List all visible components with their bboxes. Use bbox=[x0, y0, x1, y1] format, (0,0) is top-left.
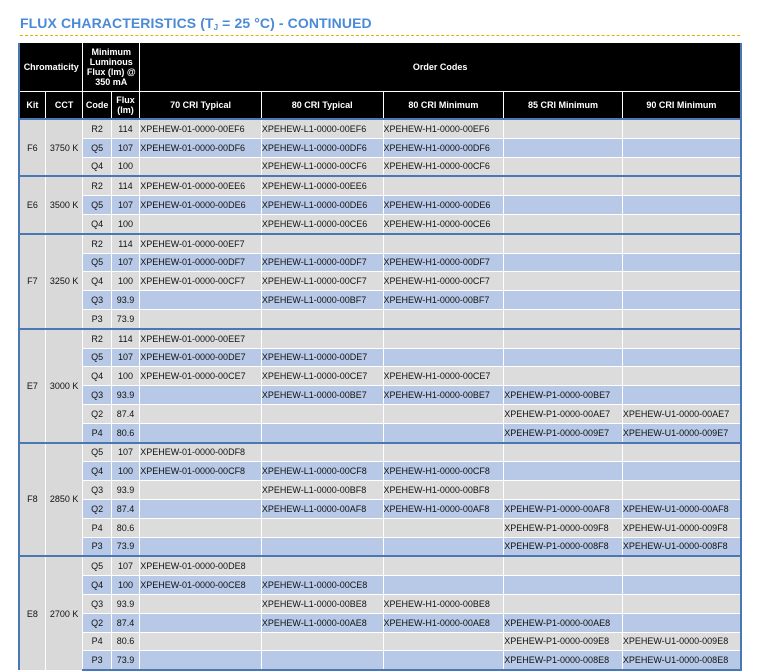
flux-cell: 114 bbox=[111, 329, 139, 348]
code-cell: Q4 bbox=[83, 462, 111, 481]
flux-cell: 107 bbox=[111, 138, 139, 157]
flux-header: Flux (lm) bbox=[111, 92, 139, 120]
code-cell: Q4 bbox=[83, 157, 111, 176]
flux-cell: 73.9 bbox=[111, 537, 139, 556]
flux-cell: 107 bbox=[111, 556, 139, 575]
order-code-cell bbox=[504, 367, 623, 386]
code-cell: Q5 bbox=[83, 443, 111, 462]
order-code-cell bbox=[140, 481, 262, 500]
order-code-cell bbox=[383, 632, 504, 651]
code-cell: Q5 bbox=[83, 196, 111, 215]
flux-cell: 107 bbox=[111, 348, 139, 367]
order-code-cell bbox=[140, 214, 262, 233]
order-codes-header: Order Codes bbox=[140, 43, 741, 92]
order-code-cell bbox=[622, 253, 741, 272]
order-code-cell: XPEHEW-U1-0000-008E8 bbox=[622, 651, 741, 670]
order-code-cell bbox=[622, 196, 741, 215]
order-code-cell: XPEHEW-P1-0000-00AE7 bbox=[504, 404, 623, 423]
order-code-cell bbox=[504, 594, 623, 613]
order-code-cell: XPEHEW-H1-0000-00CE7 bbox=[383, 367, 504, 386]
flux-cell: 93.9 bbox=[111, 386, 139, 405]
table-row bbox=[19, 309, 741, 328]
order-code-cell: XPEHEW-L1-0000-00BE8 bbox=[261, 594, 383, 613]
order-code-cell: XPEHEW-01-0000-00CF8 bbox=[140, 462, 262, 481]
order-code-cell bbox=[140, 423, 262, 442]
order-code-cell bbox=[504, 157, 623, 176]
flux-cell: 107 bbox=[111, 196, 139, 215]
order-code-cell: XPEHEW-01-0000-00DE7 bbox=[140, 348, 262, 367]
code-cell: Q5 bbox=[83, 138, 111, 157]
order-code-cell: XPEHEW-L1-0000-00CE8 bbox=[261, 576, 383, 595]
order-code-cell bbox=[504, 348, 623, 367]
min-flux-header: Minimum Luminous Flux (lm) @ 350 mA bbox=[83, 43, 140, 92]
flux-cell: 93.9 bbox=[111, 481, 139, 500]
order-code-cell: XPEHEW-H1-0000-00BF8 bbox=[383, 481, 504, 500]
code-cell: Q2 bbox=[83, 404, 111, 423]
table-row bbox=[19, 613, 741, 632]
order-code-cell bbox=[504, 272, 623, 291]
table-row bbox=[19, 632, 741, 651]
table-row bbox=[19, 499, 741, 518]
col-header-70-cri-typical: 70 CRI Typical bbox=[140, 92, 262, 120]
flux-cell: 100 bbox=[111, 576, 139, 595]
table-row bbox=[19, 348, 741, 367]
order-code-cell bbox=[140, 518, 262, 537]
order-code-cell: XPEHEW-L1-0000-00BF7 bbox=[261, 291, 383, 310]
kit-cell: F7 bbox=[19, 234, 45, 329]
order-code-cell bbox=[622, 138, 741, 157]
order-code-cell bbox=[383, 176, 504, 195]
flux-cell: 73.9 bbox=[111, 309, 139, 328]
order-code-cell: XPEHEW-L1-0000-00CF6 bbox=[261, 157, 383, 176]
order-code-cell bbox=[261, 234, 383, 253]
order-code-cell: XPEHEW-H1-0000-00DF7 bbox=[383, 253, 504, 272]
table-row bbox=[19, 291, 741, 310]
code-cell: R2 bbox=[83, 234, 111, 253]
order-code-cell bbox=[140, 386, 262, 405]
cct-cell: 3750 K bbox=[45, 119, 83, 176]
order-code-cell bbox=[622, 443, 741, 462]
order-code-cell: XPEHEW-H1-0000-00BE8 bbox=[383, 594, 504, 613]
cct-cell: 3000 K bbox=[45, 329, 83, 443]
order-code-cell bbox=[622, 309, 741, 328]
table-row bbox=[19, 119, 741, 138]
kit-cell: F6 bbox=[19, 119, 45, 176]
code-cell: Q5 bbox=[83, 253, 111, 272]
flux-table-body bbox=[19, 119, 741, 670]
title-subscript: J bbox=[213, 23, 219, 32]
code-cell: P3 bbox=[83, 309, 111, 328]
flux-cell: 107 bbox=[111, 253, 139, 272]
col-header-85-cri-minimum: 85 CRI Minimum bbox=[504, 92, 623, 120]
flux-cell: 100 bbox=[111, 367, 139, 386]
order-code-cell bbox=[140, 613, 262, 632]
table-row bbox=[19, 253, 741, 272]
order-code-cell bbox=[383, 443, 504, 462]
code-cell: P3 bbox=[83, 537, 111, 556]
order-code-cell: XPEHEW-01-0000-00EE7 bbox=[140, 329, 262, 348]
order-code-cell: XPEHEW-P1-0000-008E8 bbox=[504, 651, 623, 670]
code-cell: Q4 bbox=[83, 576, 111, 595]
table-row bbox=[19, 367, 741, 386]
table-row bbox=[19, 594, 741, 613]
order-code-cell: XPEHEW-U1-0000-00AE7 bbox=[622, 404, 741, 423]
order-code-cell bbox=[140, 651, 262, 670]
order-code-cell bbox=[383, 576, 504, 595]
order-code-cell bbox=[261, 404, 383, 423]
table-row bbox=[19, 481, 741, 500]
flux-cell: 73.9 bbox=[111, 651, 139, 670]
order-code-cell: XPEHEW-L1-0000-00DE6 bbox=[261, 196, 383, 215]
order-code-cell bbox=[504, 291, 623, 310]
order-code-cell bbox=[622, 386, 741, 405]
flux-cell: 87.4 bbox=[111, 499, 139, 518]
order-code-cell: XPEHEW-U1-0000-009E7 bbox=[622, 423, 741, 442]
order-code-cell bbox=[622, 462, 741, 481]
order-code-cell bbox=[140, 594, 262, 613]
table-row bbox=[19, 214, 741, 233]
title-main: FLUX CHARACTERISTICS (T bbox=[20, 15, 214, 31]
order-code-cell bbox=[504, 119, 623, 138]
flux-cell: 87.4 bbox=[111, 613, 139, 632]
order-code-cell bbox=[504, 196, 623, 215]
kit-header: Kit bbox=[19, 92, 45, 120]
order-code-cell: XPEHEW-P1-0000-00BE7 bbox=[504, 386, 623, 405]
order-code-cell bbox=[504, 234, 623, 253]
title-divider bbox=[20, 35, 740, 36]
table-row bbox=[19, 576, 741, 595]
col-header-90-cri-minimum: 90 CRI Minimum bbox=[622, 92, 741, 120]
order-code-cell: XPEHEW-H1-0000-00CF6 bbox=[383, 157, 504, 176]
order-code-cell bbox=[261, 537, 383, 556]
order-code-cell: XPEHEW-L1-0000-00BF8 bbox=[261, 481, 383, 500]
order-code-cell: XPEHEW-L1-0000-00EF6 bbox=[261, 119, 383, 138]
order-code-cell bbox=[622, 291, 741, 310]
order-code-cell: XPEHEW-L1-0000-00DE7 bbox=[261, 348, 383, 367]
code-cell: Q5 bbox=[83, 556, 111, 575]
order-code-cell bbox=[383, 423, 504, 442]
order-code-cell bbox=[140, 499, 262, 518]
cct-cell: 2700 K bbox=[45, 556, 83, 670]
order-code-cell: XPEHEW-H1-0000-00AF8 bbox=[383, 499, 504, 518]
order-code-cell bbox=[383, 556, 504, 575]
table-row bbox=[19, 651, 741, 670]
order-code-cell bbox=[261, 556, 383, 575]
flux-table bbox=[18, 43, 742, 671]
order-code-cell: XPEHEW-01-0000-00CE8 bbox=[140, 576, 262, 595]
order-code-cell: XPEHEW-01-0000-00DF6 bbox=[140, 138, 262, 157]
order-code-cell bbox=[504, 556, 623, 575]
order-code-cell: XPEHEW-P1-0000-009E8 bbox=[504, 632, 623, 651]
table-row bbox=[19, 234, 741, 253]
order-code-cell: XPEHEW-01-0000-00DE8 bbox=[140, 556, 262, 575]
table-row bbox=[19, 157, 741, 176]
code-cell: Q3 bbox=[83, 594, 111, 613]
order-code-cell bbox=[622, 157, 741, 176]
order-code-cell bbox=[140, 537, 262, 556]
order-code-cell: XPEHEW-L1-0000-00AE8 bbox=[261, 613, 383, 632]
order-code-cell: XPEHEW-01-0000-00CE7 bbox=[140, 367, 262, 386]
flux-cell: 107 bbox=[111, 443, 139, 462]
cct-cell: 2850 K bbox=[45, 443, 83, 557]
order-code-cell bbox=[622, 214, 741, 233]
flux-cell: 80.6 bbox=[111, 423, 139, 442]
page-title bbox=[20, 15, 372, 32]
order-code-cell bbox=[261, 651, 383, 670]
order-code-cell bbox=[622, 176, 741, 195]
order-code-cell: XPEHEW-L1-0000-00DF6 bbox=[261, 138, 383, 157]
order-code-cell bbox=[140, 309, 262, 328]
flux-cell: 114 bbox=[111, 119, 139, 138]
kit-cell: E6 bbox=[19, 176, 45, 233]
code-cell: P4 bbox=[83, 423, 111, 442]
table-row bbox=[19, 556, 741, 575]
title-rest: = 25 °C) - CONTINUED bbox=[218, 15, 372, 31]
code-cell: Q2 bbox=[83, 499, 111, 518]
table-row bbox=[19, 138, 741, 157]
order-code-cell: XPEHEW-01-0000-00DF7 bbox=[140, 253, 262, 272]
order-code-cell bbox=[622, 576, 741, 595]
order-code-cell: XPEHEW-H1-0000-00DE6 bbox=[383, 196, 504, 215]
flux-cell: 100 bbox=[111, 157, 139, 176]
col-header-80-cri-typical: 80 CRI Typical bbox=[261, 92, 383, 120]
order-code-cell bbox=[504, 214, 623, 233]
order-code-cell bbox=[261, 443, 383, 462]
order-code-cell: XPEHEW-H1-0000-00CE6 bbox=[383, 214, 504, 233]
order-code-cell: XPEHEW-L1-0000-00EE6 bbox=[261, 176, 383, 195]
flux-cell: 80.6 bbox=[111, 632, 139, 651]
order-code-cell bbox=[504, 576, 623, 595]
code-cell: R2 bbox=[83, 119, 111, 138]
code-cell: Q2 bbox=[83, 613, 111, 632]
code-cell: Q5 bbox=[83, 348, 111, 367]
flux-cell: 100 bbox=[111, 272, 139, 291]
order-code-cell bbox=[504, 138, 623, 157]
code-cell: Q4 bbox=[83, 214, 111, 233]
order-code-cell bbox=[140, 291, 262, 310]
order-code-cell: XPEHEW-P1-0000-009E7 bbox=[504, 423, 623, 442]
order-code-cell: XPEHEW-P1-0000-009F8 bbox=[504, 518, 623, 537]
code-cell: R2 bbox=[83, 176, 111, 195]
table-row bbox=[19, 272, 741, 291]
order-code-cell bbox=[622, 481, 741, 500]
order-code-cell bbox=[383, 234, 504, 253]
order-code-cell bbox=[622, 329, 741, 348]
order-code-cell: XPEHEW-H1-0000-00DF6 bbox=[383, 138, 504, 157]
order-code-cell: XPEHEW-U1-0000-008F8 bbox=[622, 537, 741, 556]
order-code-cell: XPEHEW-01-0000-00EF7 bbox=[140, 234, 262, 253]
kit-cell: F8 bbox=[19, 443, 45, 557]
code-cell: Q3 bbox=[83, 291, 111, 310]
flux-cell: 80.6 bbox=[111, 518, 139, 537]
code-cell: Q4 bbox=[83, 367, 111, 386]
order-code-cell bbox=[383, 651, 504, 670]
chromaticity-header: Chromaticity bbox=[19, 43, 83, 92]
code-cell: P4 bbox=[83, 518, 111, 537]
flux-cell: 100 bbox=[111, 462, 139, 481]
order-code-cell bbox=[383, 404, 504, 423]
order-code-cell: XPEHEW-01-0000-00DF8 bbox=[140, 443, 262, 462]
order-code-cell bbox=[261, 518, 383, 537]
order-code-cell: XPEHEW-L1-0000-00CE7 bbox=[261, 367, 383, 386]
code-cell: Q4 bbox=[83, 272, 111, 291]
order-code-cell bbox=[504, 481, 623, 500]
order-code-cell bbox=[504, 309, 623, 328]
order-code-cell bbox=[504, 462, 623, 481]
table-row bbox=[19, 443, 741, 462]
table-row bbox=[19, 462, 741, 481]
order-code-cell bbox=[261, 423, 383, 442]
order-code-cell: XPEHEW-L1-0000-00BE7 bbox=[261, 386, 383, 405]
order-code-cell: XPEHEW-01-0000-00DE6 bbox=[140, 196, 262, 215]
order-code-cell bbox=[261, 309, 383, 328]
order-code-cell bbox=[261, 329, 383, 348]
code-cell: Q3 bbox=[83, 386, 111, 405]
order-code-cell: XPEHEW-L1-0000-00DF7 bbox=[261, 253, 383, 272]
order-code-cell: XPEHEW-H1-0000-00BF7 bbox=[383, 291, 504, 310]
flux-cell: 114 bbox=[111, 234, 139, 253]
order-code-cell: XPEHEW-P1-0000-00AE8 bbox=[504, 613, 623, 632]
order-code-cell bbox=[622, 119, 741, 138]
table-row bbox=[19, 196, 741, 215]
order-code-cell: XPEHEW-H1-0000-00BE7 bbox=[383, 386, 504, 405]
order-code-cell bbox=[383, 329, 504, 348]
order-code-cell: XPEHEW-L1-0000-00CF7 bbox=[261, 272, 383, 291]
order-code-cell: XPEHEW-H1-0000-00CF8 bbox=[383, 462, 504, 481]
order-code-cell bbox=[622, 348, 741, 367]
cct-cell: 3500 K bbox=[45, 176, 83, 233]
order-code-cell bbox=[622, 272, 741, 291]
order-code-cell bbox=[383, 537, 504, 556]
order-code-cell: XPEHEW-P1-0000-00AF8 bbox=[504, 499, 623, 518]
order-code-cell bbox=[140, 157, 262, 176]
table-row bbox=[19, 404, 741, 423]
kit-cell: E7 bbox=[19, 329, 45, 443]
order-code-cell: XPEHEW-L1-0000-00CE6 bbox=[261, 214, 383, 233]
col-header-80-cri-minimum: 80 CRI Minimum bbox=[383, 92, 504, 120]
order-code-cell bbox=[504, 176, 623, 195]
table-row bbox=[19, 518, 741, 537]
order-code-cell bbox=[622, 594, 741, 613]
cct-header: CCT bbox=[45, 92, 83, 120]
order-code-cell bbox=[504, 253, 623, 272]
order-code-cell: XPEHEW-H1-0000-00EF6 bbox=[383, 119, 504, 138]
order-code-cell bbox=[383, 309, 504, 328]
table-row bbox=[19, 176, 741, 195]
table-row bbox=[19, 386, 741, 405]
code-cell: Q3 bbox=[83, 481, 111, 500]
order-code-cell bbox=[504, 329, 623, 348]
order-code-cell bbox=[140, 632, 262, 651]
order-code-cell bbox=[622, 556, 741, 575]
order-code-cell: XPEHEW-P1-0000-008F8 bbox=[504, 537, 623, 556]
kit-cell: E8 bbox=[19, 556, 45, 670]
order-code-cell: XPEHEW-L1-0000-00AF8 bbox=[261, 499, 383, 518]
order-code-cell: XPEHEW-U1-0000-009F8 bbox=[622, 518, 741, 537]
flux-cell: 93.9 bbox=[111, 291, 139, 310]
order-code-cell: XPEHEW-H1-0000-00CF7 bbox=[383, 272, 504, 291]
code-header: Code bbox=[83, 92, 111, 120]
order-code-cell bbox=[383, 348, 504, 367]
code-cell: P4 bbox=[83, 632, 111, 651]
flux-cell: 87.4 bbox=[111, 404, 139, 423]
order-code-cell: XPEHEW-01-0000-00EF6 bbox=[140, 119, 262, 138]
order-code-cell: XPEHEW-L1-0000-00CF8 bbox=[261, 462, 383, 481]
flux-cell: 100 bbox=[111, 214, 139, 233]
code-cell: P3 bbox=[83, 651, 111, 670]
order-code-cell: XPEHEW-U1-0000-009E8 bbox=[622, 632, 741, 651]
flux-cell: 93.9 bbox=[111, 594, 139, 613]
order-code-cell bbox=[622, 234, 741, 253]
table-row bbox=[19, 423, 741, 442]
order-code-cell bbox=[622, 613, 741, 632]
order-code-cell: XPEHEW-01-0000-00CF7 bbox=[140, 272, 262, 291]
order-code-cell bbox=[383, 518, 504, 537]
order-code-cell bbox=[261, 632, 383, 651]
table-row bbox=[19, 329, 741, 348]
order-code-cell: XPEHEW-01-0000-00EE6 bbox=[140, 176, 262, 195]
cct-cell: 3250 K bbox=[45, 234, 83, 329]
order-code-cell bbox=[140, 404, 262, 423]
order-code-cell bbox=[622, 367, 741, 386]
order-code-cell: XPEHEW-H1-0000-00AE8 bbox=[383, 613, 504, 632]
order-code-cell: XPEHEW-U1-0000-00AF8 bbox=[622, 499, 741, 518]
flux-cell: 114 bbox=[111, 176, 139, 195]
order-code-cell bbox=[504, 443, 623, 462]
table-row bbox=[19, 537, 741, 556]
code-cell: R2 bbox=[83, 329, 111, 348]
